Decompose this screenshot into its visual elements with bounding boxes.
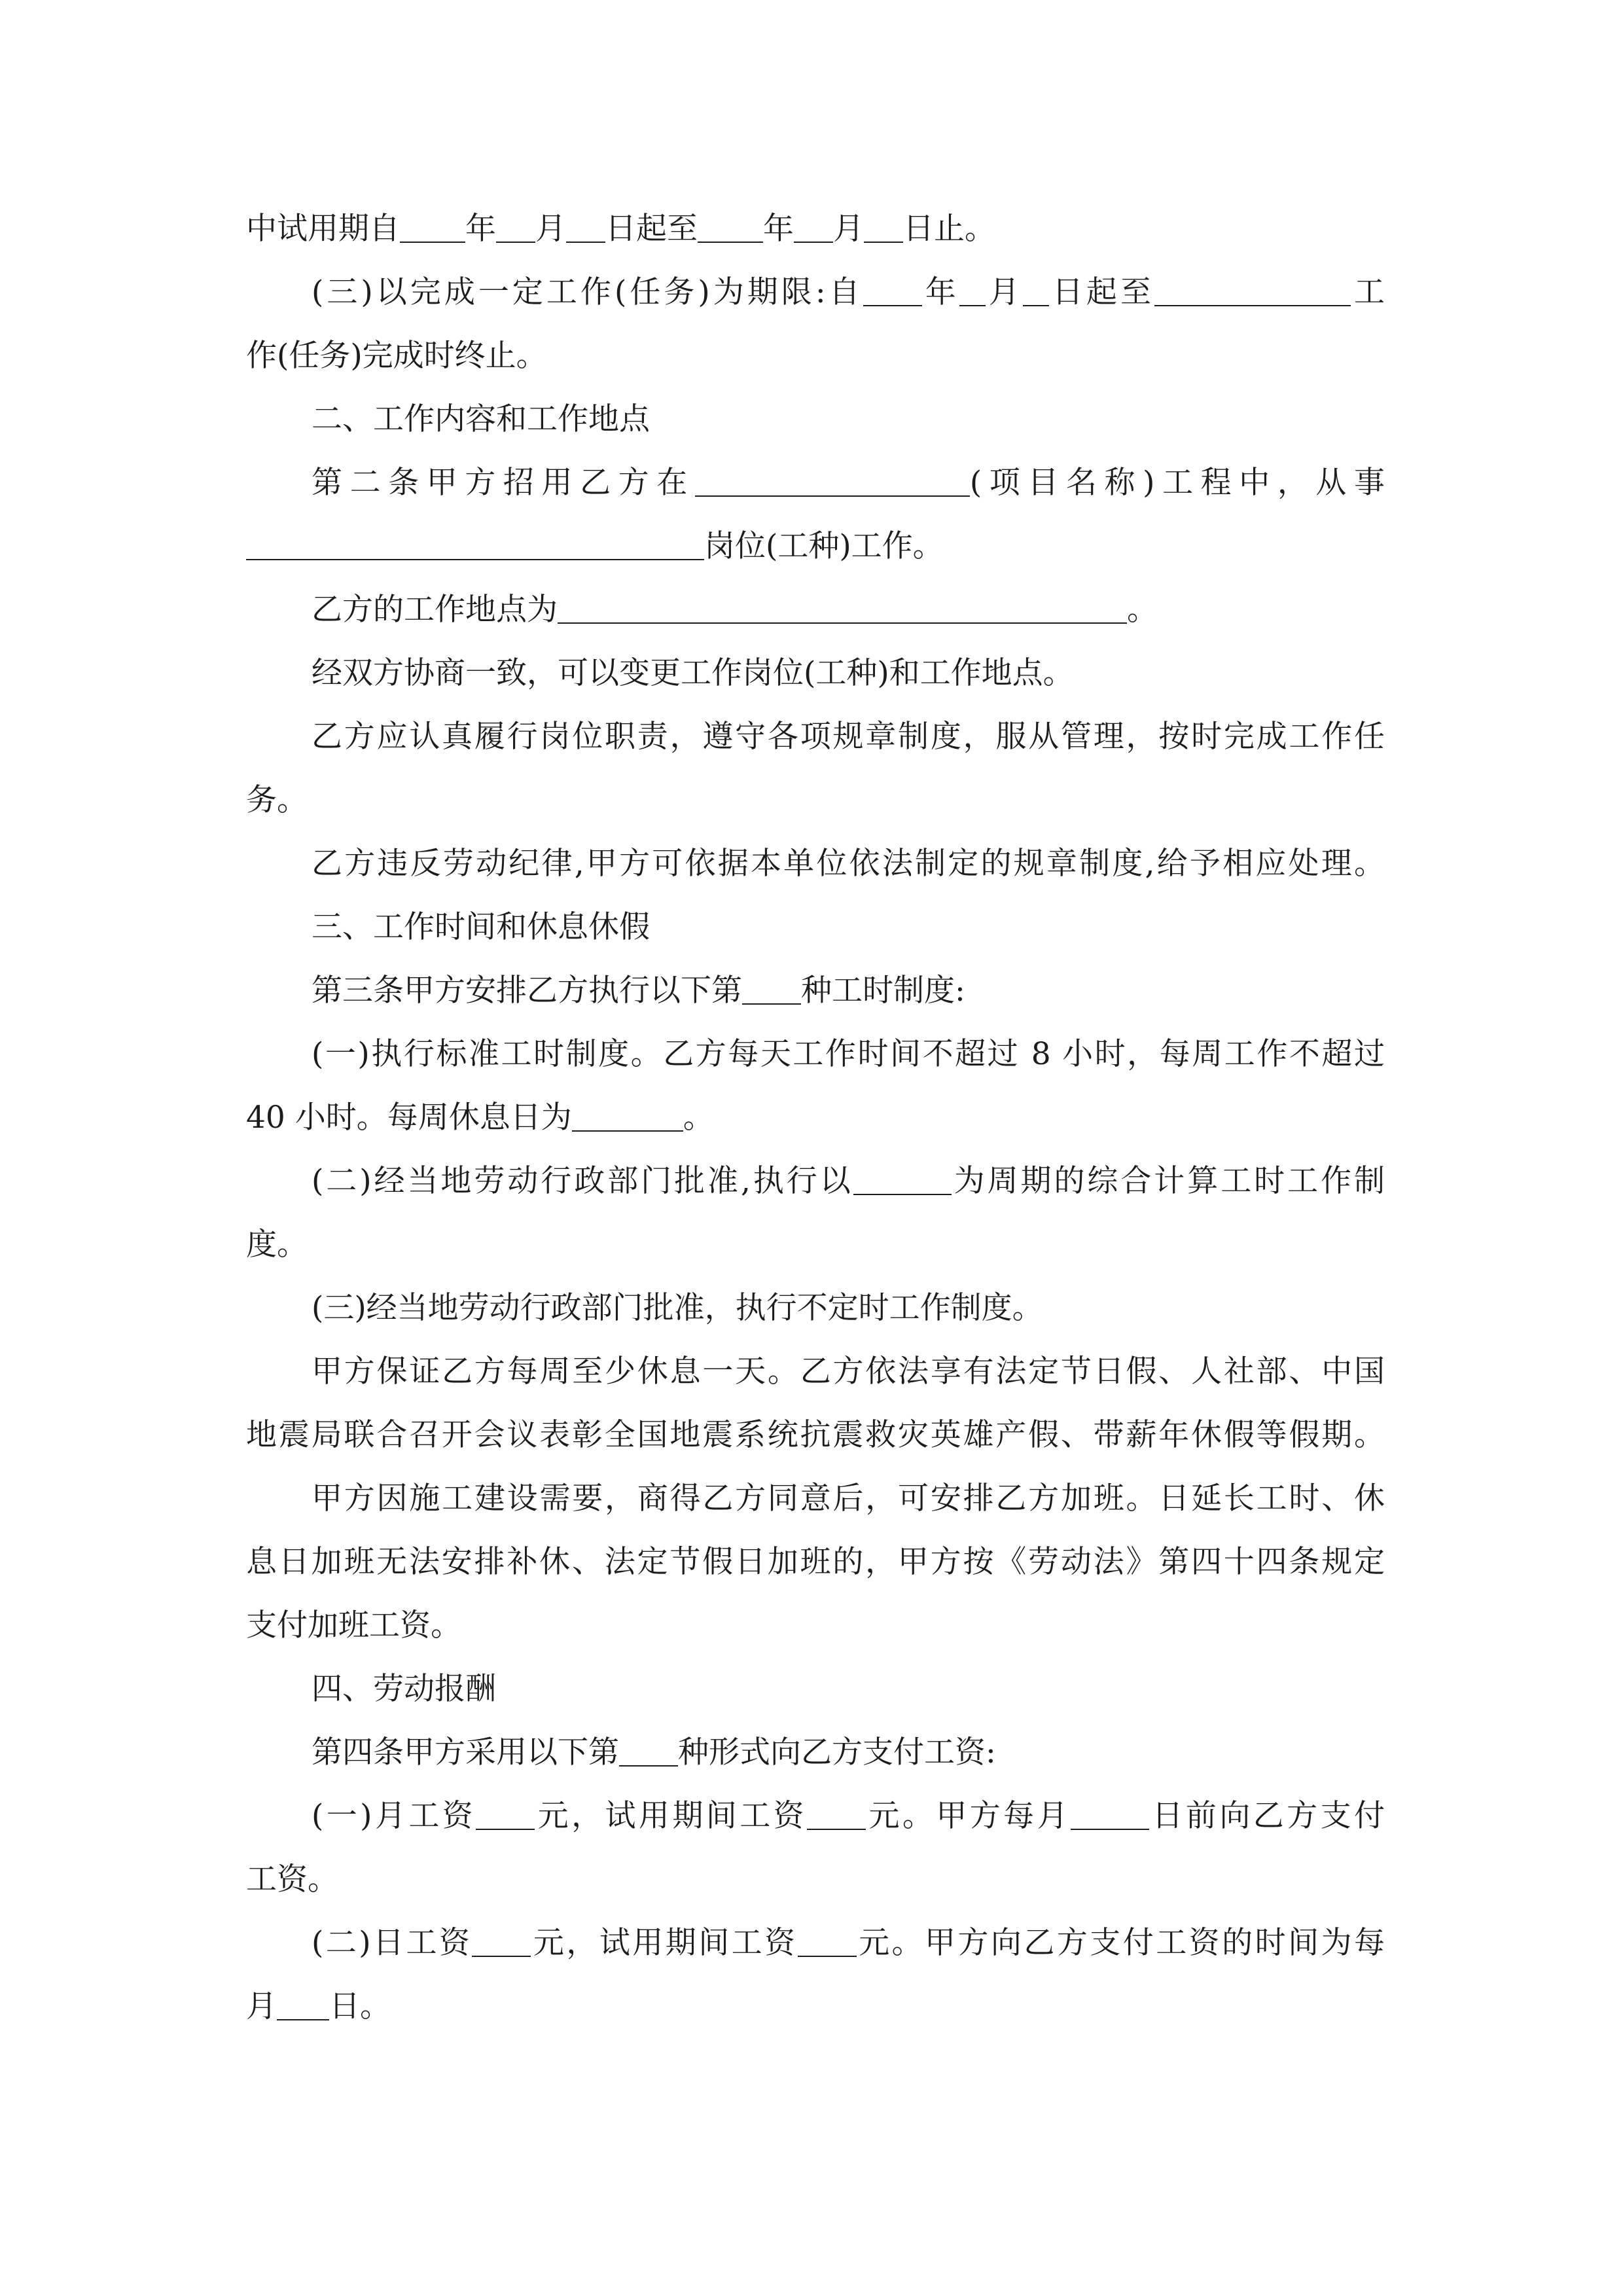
text-line: 经双方协商一致，可以变更工作岗位(工种)和工作地点。 [312, 655, 1074, 691]
section-heading: 四、劳动报酬 [312, 1671, 496, 1707]
fill-blank [400, 210, 465, 243]
fill-blank [698, 210, 763, 243]
section-heading: 三、工作时间和休息休假 [312, 909, 650, 945]
text-line: 息日加班无法安排补休、法定节假日加班的，甲方按《劳动法》第四十四条规定 [246, 1544, 1385, 1580]
fill-blank [558, 591, 1127, 624]
fill-blank [476, 1797, 535, 1830]
text-line: 支付加班工资。 [246, 1607, 461, 1643]
text-line: 工资。 [246, 1861, 338, 1897]
fill-blank [863, 274, 922, 306]
text-line: 第二条甲方招用乙方在 (项目名称)工程中，从事 [312, 465, 1385, 501]
fill-blank [853, 1162, 952, 1195]
fill-blank [472, 1924, 531, 1957]
text-line: (三)经当地劳动行政部门批准，执行不定时工作制度。 [312, 1290, 1043, 1326]
fill-blank [572, 1099, 683, 1132]
section-heading: 二、工作内容和工作地点 [312, 401, 650, 437]
fill-blank [864, 210, 903, 243]
text-line: (二)日工资 元，试用期间工资 元。甲方向乙方支付工资的时间为每 [312, 1925, 1385, 1961]
fill-blank [807, 1797, 866, 1830]
text-line: 乙方应认真履行岗位职责，遵守各项规章制度，服从管理，按时完成工作任 [312, 719, 1385, 755]
fill-blank [798, 1924, 857, 1957]
text-line: (一)执行标准工时制度。乙方每天工作时间不超过 8 小时，每周工作不超过 [312, 1036, 1385, 1072]
text-line: (二)经当地劳动行政部门批准,执行以 为周期的综合计算工时工作制 [312, 1163, 1385, 1199]
text-line: 作(任务)完成时终止。 [246, 338, 547, 374]
fill-blank [794, 210, 833, 243]
fill-blank [1071, 1797, 1149, 1830]
text-line: 岗位(工种)工作。 [246, 520, 1385, 573]
fill-blank [619, 1734, 678, 1767]
text-line: 甲方保证乙方每周至少休息一天。乙方依法享有法定节日假、人社部、中国 [312, 1354, 1385, 1390]
fill-blank [742, 972, 801, 1005]
text-line: 地震局联合召开会议表彰全国地震系统抗震救灾英雄产假、带薪年休假等假期。 [246, 1417, 1385, 1453]
fill-blank [1154, 274, 1351, 306]
text-line: 中试用期自 年 月 日起至 年 月 日止。 [246, 211, 995, 247]
text-line: 务。 [246, 782, 308, 818]
text-line: 甲方因施工建设需要，商得乙方同意后，可安排乙方加班。日延长工时、休 [312, 1480, 1385, 1516]
text-line: 乙方的工作地点为 。 [312, 592, 1158, 628]
text-line: 第四条甲方采用以下第 种形式向乙方支付工资: [312, 1734, 996, 1770]
text-line: 乙方违反劳动纪律,甲方可依据本单位依法制定的规章制度,给予相应处理。 [312, 846, 1385, 882]
text-line: (一)月工资 元，试用期间工资 元。甲方每月 日前向乙方支付 [312, 1798, 1385, 1834]
fill-blank [496, 210, 535, 243]
text-line: 第三条甲方安排乙方执行以下第 种工时制度: [312, 973, 965, 1009]
text-line: 月 日。 [246, 1988, 391, 2024]
fill-blank [1023, 274, 1049, 306]
text-line: 度。 [246, 1227, 308, 1263]
fill-blank [277, 1988, 329, 2020]
text-line: 40 小时。每周休息日为 。 [246, 1100, 714, 1136]
fill-blank [566, 210, 605, 243]
fill-blank [246, 528, 704, 560]
fill-blank [959, 274, 986, 306]
fill-blank [695, 464, 970, 497]
text-line: (三)以完成一定工作(任务)为期限:自 年 月 日起至 工 [312, 274, 1385, 310]
